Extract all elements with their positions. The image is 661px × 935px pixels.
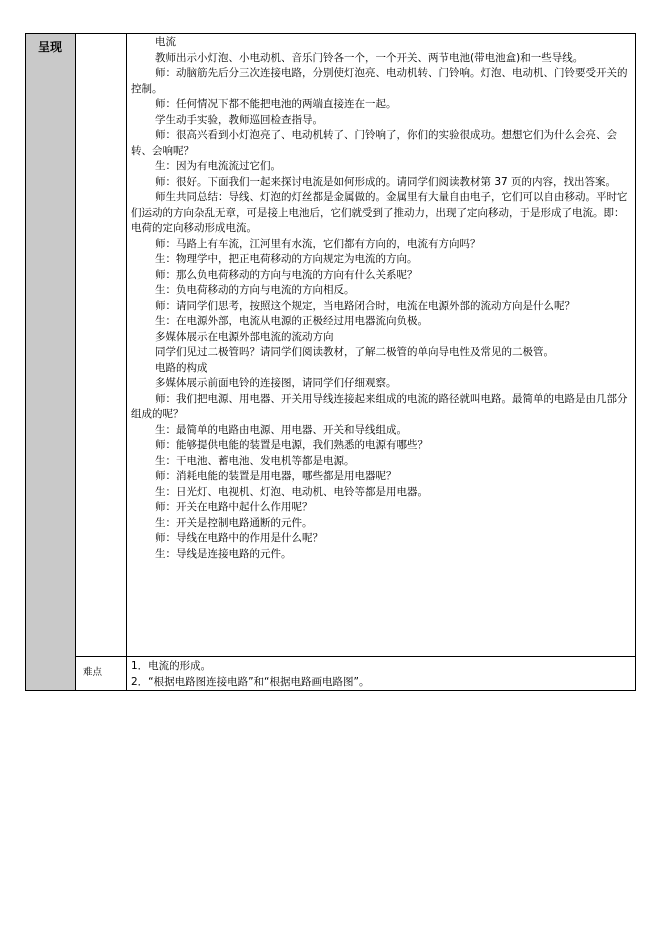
content-paragraph: 师：能够提供电能的装置是电源，我们熟悉的电源有哪些？ — [155, 439, 428, 451]
section-column — [26, 34, 76, 690]
lesson-content — [131, 35, 633, 562]
content-paragraph: 生：干电池、蓄电池、发电机等都是电源。 — [155, 454, 355, 467]
content-paragraph: 师：很好。下面我们一起来探讨电流是如何形成的。请同学们阅读教材第 37 页的内容，找出答案。 — [155, 175, 617, 188]
content-paragraph: 生：开关是控制电路通断的元件。 — [155, 516, 313, 529]
content-paragraph: 生：在电源外部，电流从电源的正极经过用电器流向负极。 — [155, 315, 428, 327]
content-paragraph: 师：消耗电能的装置是用电器，哪些都是用电器呢？ — [155, 470, 397, 482]
content-paragraph: 多媒体展示在电源外部电流的流动方向 — [155, 330, 334, 343]
content-paragraph: 生：日光灯、电视机、灯泡、电动机、电铃等都是用电器。 — [155, 485, 428, 498]
content-paragraph: 学生动手实验，教师巡回检查指导。 — [155, 113, 323, 126]
difficulty-content — [131, 658, 631, 690]
content-paragraph: 师：请同学们思考，按照这个规定，当电路闭合时，电流在电源外部的流动方向是什么呢？ — [155, 299, 575, 312]
content-paragraph: 同学们见过二极管吗？请同学们阅读教材，了解二极管的单向导电性及常见的二极管。 — [155, 346, 554, 358]
content-paragraph: 师：我们把电源、用电器、开关用导线连接起来组成的电流的路径就叫电路。最简单的电路是由几部分组成的呢？ — [131, 392, 628, 420]
row-divider — [76, 656, 636, 657]
content-paragraph: 生：负电荷移动的方向与电流的方向相反。 — [155, 284, 355, 296]
content-paragraph: 师：那么负电荷移动的方向与电流的方向有什么关系呢？ — [155, 268, 418, 281]
content-paragraph: 电路的构成 — [155, 361, 208, 374]
content-paragraph: 电流 — [155, 36, 176, 48]
content-paragraph: 生：物理学中，把正电荷移动的方向规定为电流的方向。 — [155, 253, 418, 265]
difficulty-label: 难点 — [83, 667, 103, 678]
difficulty-item: 2．“根据电路图连接电路”和“根据电路画电路图”。 — [131, 676, 370, 688]
content-paragraph: 师：很高兴看到小灯泡亮了、电动机转了、门铃响了，你们的实验很成功。想想它们为什么会亮、会转、会响呢？ — [131, 129, 617, 157]
content-paragraph: 多媒体展示前面电铃的连接图，请同学们仔细观察。 — [155, 377, 397, 389]
content-paragraph: 师：导线在电路中的作用是什么呢？ — [155, 532, 323, 544]
content-paragraph: 师：任何情况下都不能把电池的两端直接连在一起。 — [155, 98, 397, 110]
content-paragraph: 师：开关在电路中起什么作用呢？ — [155, 501, 313, 513]
column-divider — [126, 34, 127, 690]
content-paragraph: 师生共同总结：导线、灯泡的灯丝都是金属做的。金属里有大量自由电子，它们可以自由移动。平时它们运动的方向杂乱无章，可是接上电池后，它们就受到了推动力，出现了定向移动，于是形成了电流。即：电荷的定向移动形成电流。 — [131, 191, 628, 234]
content-paragraph: 生：因为有电流流过它们。 — [155, 160, 281, 172]
content-paragraph: 教师出示小灯泡、小电动机、音乐门铃各一个，一个开关、两节电池(带电池盒)和一些导线。 — [155, 51, 584, 64]
content-paragraph: 师：动脑筋先后分三次连接电路，分别使灯泡亮、电动机转、门铃响。灯泡、电动机、门铃要受开关的控制。 — [131, 67, 628, 95]
content-paragraph: 生：导线是连接电路的元件。 — [155, 547, 292, 560]
content-paragraph: 师：马路上有车流，江河里有水流，它们都有方向的，电流有方向吗？ — [155, 237, 481, 250]
difficulty-item: 1．电流的形成。 — [131, 660, 212, 672]
lesson-table — [25, 33, 636, 691]
content-paragraph: 生：最简单的电路由电源、用电器、开关和导线组成。 — [155, 423, 407, 436]
section-label: 呈现 — [38, 40, 63, 54]
